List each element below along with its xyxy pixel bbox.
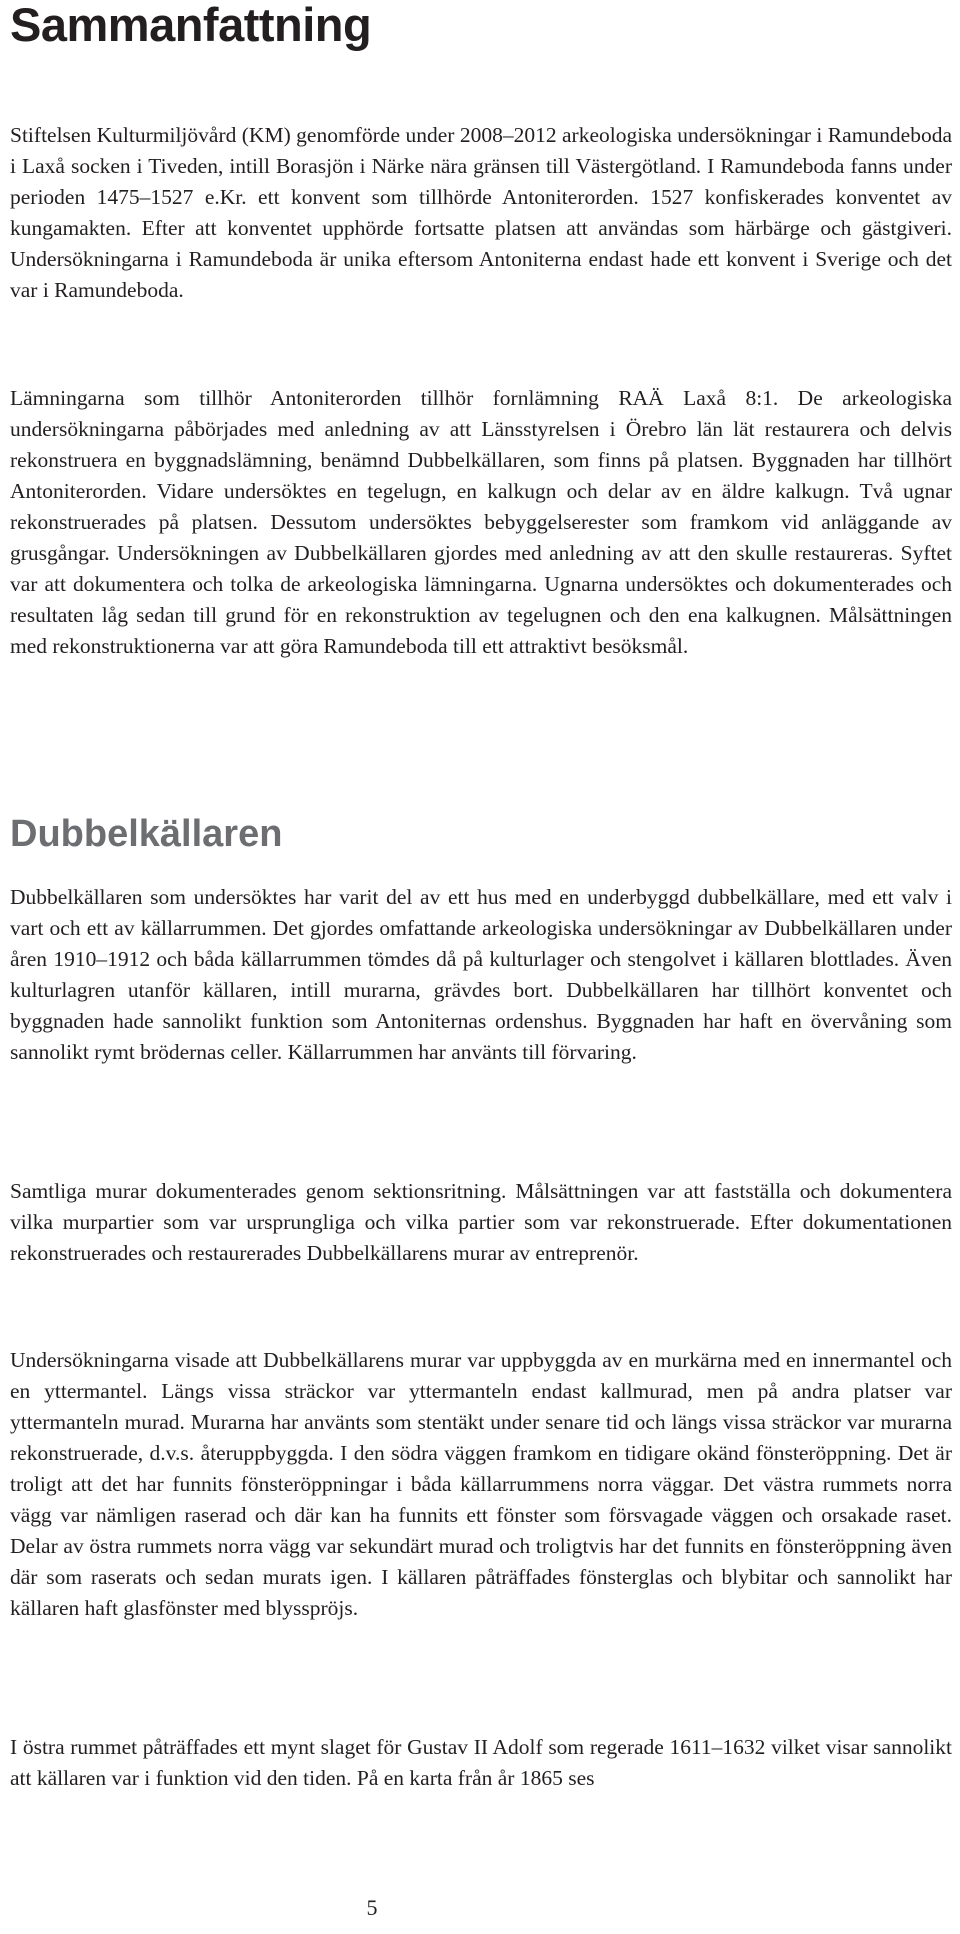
section-paragraph: Dubbelkällaren som undersöktes har varit del av ett hus med en underbyggd dubbelkällare, med ett valv i vart och ett av källarrummen. Det gjordes omfattande arkeologiska undersökningar av Dubbelkällaren under åren 1910–1912 och båda källarrummen tömdes då på kulturlager och stengolvet i källaren blottlades. Även kulturlagren utanför källaren, intill murarna, grävdes bort. Dubbelkällaren har tillhört konventet och byggnaden hade sannolikt funktion som Antoniternas ordenshus. Byggnaden har haft en övervåning som sannolikt rymt brödernas celler. Källarrummen har använts till förvaring. bbox=[10, 885, 952, 1064]
page-number: 5 bbox=[366, 1895, 378, 1920]
section-paragraph: Undersökningarna visade att Dubbelkällarens murar var uppbyggda av en murkärna med en innermantel och en yttermantel. Längs vissa sträckor var yttermanteln endast kallmurad, men på andra platser var yttermanteln murad. Murarna har använts som stentäkt under senare tid och längs vissa sträckor var murarna rekonstruerade, d.v.s. återuppbyggda. I den södra väggen framkom en tidigare okänd fönsteröppning. Det är troligt att det har funnits fönsteröppningar i båda källarrummens norra väggar. Det västra rummets norra vägg var nämligen raserad och där kan ha funnits ett fönster som försvagade väggen och orsakade raset. Delar av östra rummets norra vägg var sekundärt murad och troligtvis har det funnits en fönsteröppning även där som raserats och sedan murats igen. I källaren påträffades fönsterglas och blybitar och sannolikt har källaren haft glasfönster med blysspröjs. bbox=[10, 1348, 952, 1620]
section-paragraph: Samtliga murar dokumenterades genom sektionsritning. Målsättningen var att fastställa och dokumentera vilka murpartier som var ursprungliga och vilka partier som var rekonstruerade. Efter dokumentationen rekonstruerades och restaurerades Dubbelkällarens murar av entreprenör. bbox=[10, 1179, 952, 1265]
section-paragraph: I östra rummet påträffades ett mynt slaget för Gustav II Adolf som regerade 1611–1632 vilket visar sannolikt att källaren var i funktion vid den tiden. På en karta från år 1865 ses bbox=[10, 1735, 952, 1790]
page-title: Sammanfattning bbox=[10, 0, 372, 51]
intro-paragraph: Stiftelsen Kulturmiljövård (KM) genomförde under 2008–2012 arkeologiska undersökningar i Ramundeboda i Laxå socken i Tiveden, intill Borasjön i Närke nära gränsen till Västergötland. I Ramundeboda fanns under perioden 1475–1527 e.Kr. ett konvent som tillhörde Antoniterorden. 1527 konfiskerades konventet av kungamakten. Efter att konventet upphörde fortsatte platsen att användas som härbärge och gästgiveri. Undersökningarna i Ramundeboda är unika eftersom Antoniterna endast hade ett konvent i Sverige och det var i Ramundeboda. bbox=[10, 123, 952, 302]
section-heading: Dubbelkällaren bbox=[10, 813, 283, 855]
intro-paragraph: Lämningarna som tillhör Antoniterorden tillhör fornlämning RAÄ Laxå 8:1. De arkeologiska undersökningarna påbörjades med anledning av att Länsstyrelsen i Örebro län lät restaurera och delvis rekonstruera en byggnadslämning, benämnd Dubbelkällaren, som finns på platsen. Byggnaden har tillhört Antoniterorden. Vidare undersöktes en tegelugn, en kalkugn och delar av en äldre kalkugn. Två ugnar rekonstruerades på platsen. Dessutom undersöktes bebyggelserester som framkom vid anläggande av grusgångar. Undersökningen av Dubbelkällaren gjordes med anledning av att den skulle restaureras. Syftet var att dokumentera och tolka de arkeologiska lämningarna. Ugnarna undersöktes och dokumenterades och resultaten låg sedan till grund för en rekonstruktion av tegelugnen och den ena kalkugnen. Målsättningen med rekonstruktionerna var att göra Ramundeboda till ett attraktivt besöksmål. bbox=[10, 386, 952, 658]
